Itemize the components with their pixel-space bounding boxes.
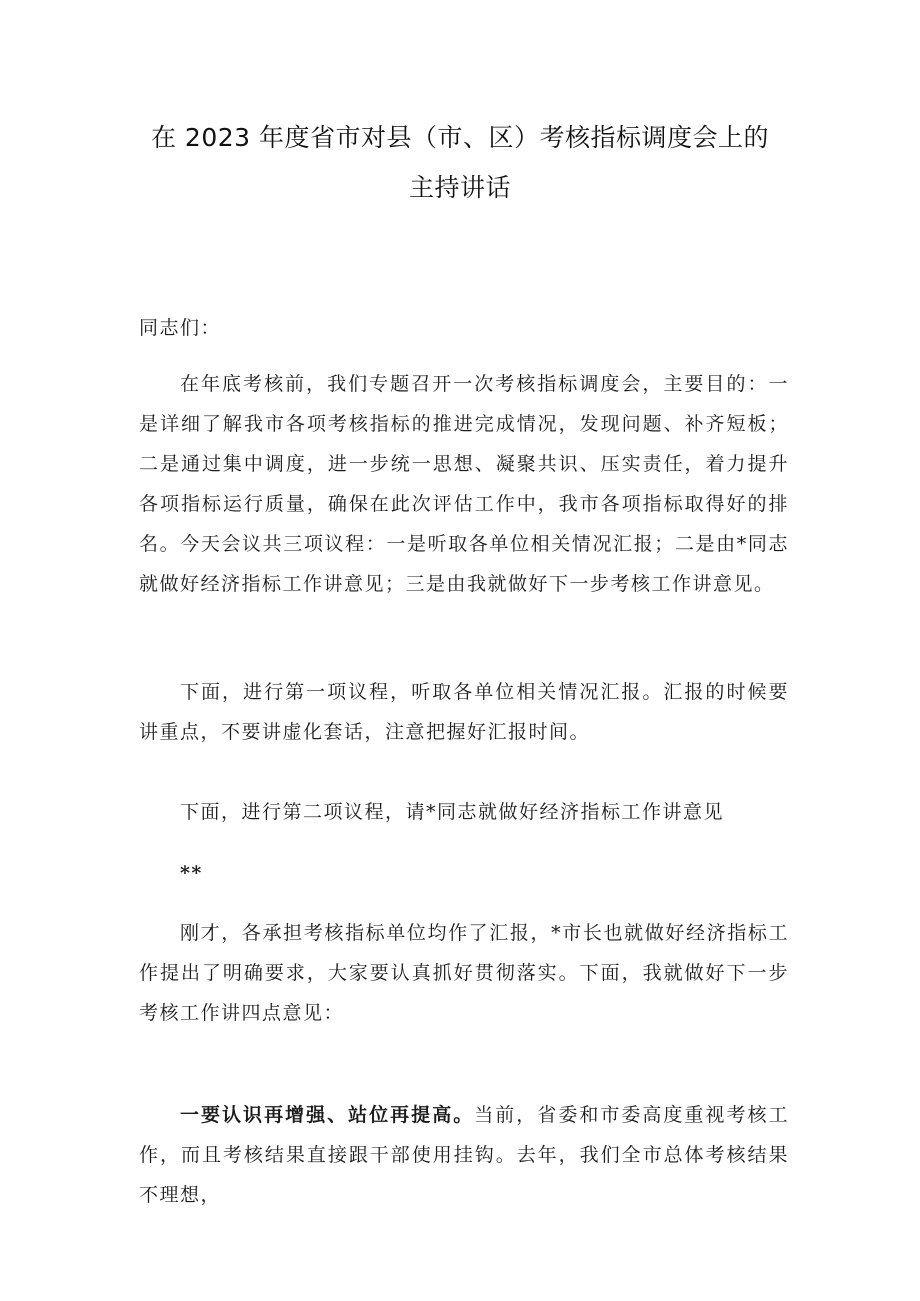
speaker-placeholder: ** xyxy=(180,862,203,884)
salutation: 同志们： xyxy=(139,317,222,339)
document-title-line-2: 主持讲话 xyxy=(408,173,511,202)
paragraph-agenda-item-1: 下面，进行第一项议程，听取各单位相关情况汇报。汇报的时候要讲重点，不要讲虚化套话，注意把握好汇报时间。 xyxy=(139,681,789,743)
paragraph-summary: 刚才，各承担考核指标单位均作了汇报，*市长也就做好经济指标工作提出了明确要求，大家要认真抓好贯彻落实。下面，我就做好下一步考核工作讲四点意见： xyxy=(139,922,789,1024)
point-one-body: 当前，省委和市委高度重视考核工作，而且考核结果直接跟干部使用挂钩。去年，我们全市总体考核结果不理想， xyxy=(139,1104,789,1206)
paragraph-agenda-item-2: 下面，进行第二项议程，请*同志就做好经济指标工作讲意见 xyxy=(180,801,725,823)
point-one-heading: 一要认识再增强、站位再提高。 xyxy=(180,1104,475,1126)
paragraph-point-one xyxy=(139,1095,789,1215)
document-title-line-1: 在 2023 年度省市对县（市、区）考核指标调度会上的 xyxy=(150,123,770,152)
paragraph-opening: 在年底考核前，我们专题召开一次考核指标调度会，主要目的：一是详细了解我市各项考核指标的推进完成情况，发现问题、补齐短板；二是通过集中调度，进一步统一思想、凝聚共识、压实责任，着力提升各项指标运行质量，确保在此次评估工作中，我市各项指标取得好的排名。今天会议共三项议程：一是听取各单位相关情况汇报；二是由*同志就做好经济指标工作讲意见；三是由我就做好下一步考核工作讲意见。 xyxy=(139,373,789,595)
